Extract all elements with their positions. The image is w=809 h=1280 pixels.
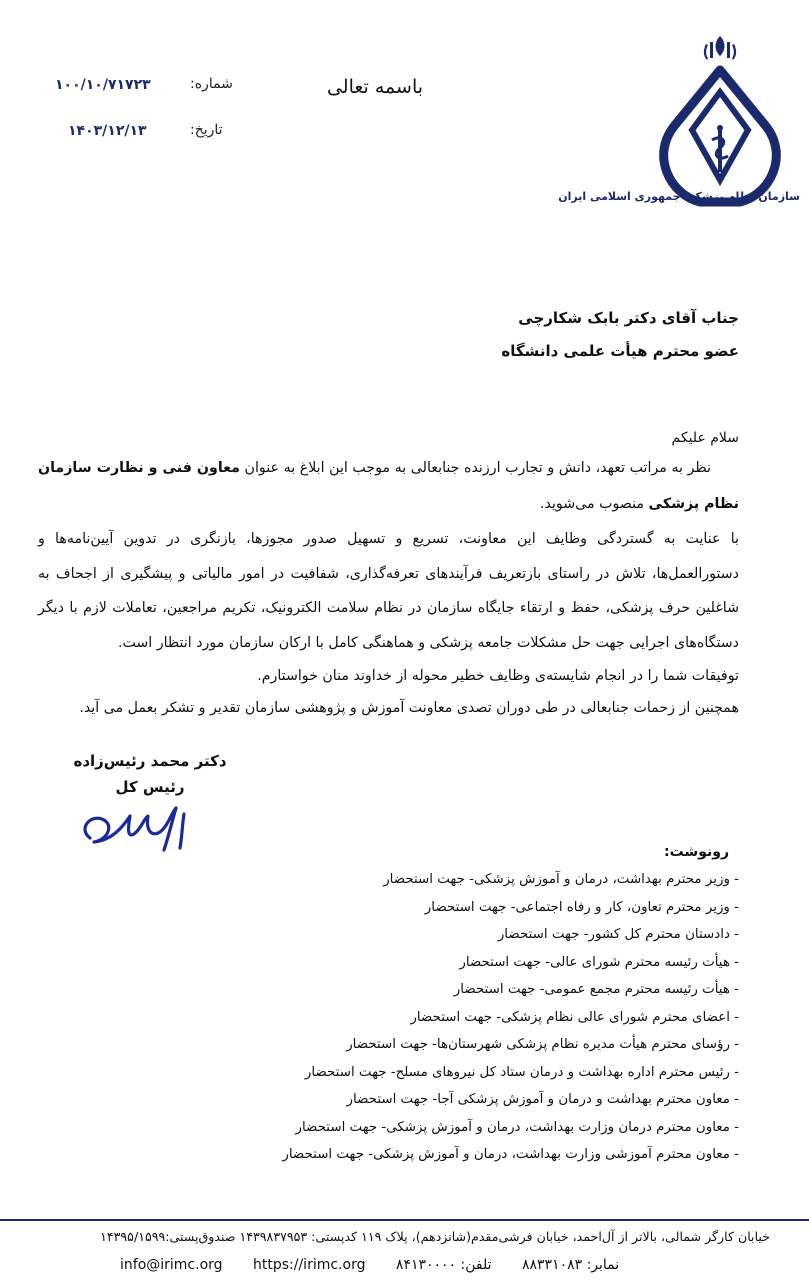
signer-title: رئیس کل bbox=[115, 778, 185, 796]
cc-item: - هیأت رئیسه محترم شورای عالی- جهت استحضار bbox=[459, 954, 739, 970]
recipient-name: جناب آقای دکتر بابک شکارچی bbox=[518, 309, 739, 327]
paragraph-3: توفیقات شما را در انجام شایسته‌ی وظایف خطیر محوله از خداوند منان خواستارم. bbox=[257, 668, 739, 684]
recipient-block bbox=[239, 302, 739, 368]
paragraph-4: همچنین از زحمات جنابعالی در طی دوران تصدی معاونت آموزش و پژوهشی سازمان تقدیر و تشکر بعمل می آید. bbox=[79, 700, 739, 716]
letter-body bbox=[38, 450, 739, 724]
cc-item: - معاون محترم آموزشی وزارت بهداشت، درمان و آموزش پزشکی- جهت استحضار bbox=[282, 1147, 739, 1162]
basmala: باسمه تعالی bbox=[326, 76, 424, 98]
footer-website[interactable]: https://irimc.org bbox=[253, 1257, 366, 1273]
footer-email[interactable]: info@irimc.org bbox=[120, 1257, 223, 1273]
cc-item: - دادستان محترم کل کشور- جهت استحضار bbox=[497, 927, 739, 942]
cc-title: رونوشت: bbox=[664, 844, 729, 860]
footer-fax: نمابر: ۸۸۳۳۱۰۸۳ bbox=[521, 1257, 620, 1273]
letter-date-value: ۱۴۰۳/۱۲/۱۳ bbox=[68, 123, 147, 139]
org-logo-text: سازمان نظام پزشکی جمهوری اسلامی ایران bbox=[558, 190, 800, 203]
cc-item: - وزیر محترم بهداشت، درمان و آموزش پزشکی- جهت استحضار bbox=[383, 872, 739, 887]
paragraph-2: با عنایت به گستردگی وظایف این معاونت، تسریع و تسهیل صدور مجوزها، بازنگری در تدوین آیین‌نامه‌ها و دستورالعمل‌ها، تلاش در راستای بازتعریف فرآیندهای تعرفه‌گذاری، شفافیت در امور مالیاتی و پیشگیری از اجحاف به شاغلین حرف پزشکی، حفظ و ارتقاء جایگاه سازمان در نظام سلامت الکترونیک، تکریم مراجعین، تعاملات لازم با دیگر دستگاه‌های اجرایی جهت حل مشکلات جامعه پزشکی و هماهنگی کامل با ارکان سازمان مورد انتظار است. bbox=[38, 531, 739, 651]
footer-phone: تلفن: ۸۴۱۳۰۰۰۰ bbox=[395, 1257, 492, 1273]
cc-item: - هیأت رئیسه محترم مجمع عمومی- جهت استحضار bbox=[453, 982, 739, 997]
signer-block bbox=[70, 748, 230, 800]
cc-item: - معاون محترم درمان وزارت بهداشت، درمان و آموزش پزشکی- جهت استحضار bbox=[295, 1119, 739, 1135]
cc-item: - رؤسای محترم هیأت مدیره نظام پزشکی شهرستان‌ها- جهت استحضار bbox=[346, 1037, 739, 1052]
cc-item: - اعضای محترم شورای عالی نظام پزشکی- جهت استحضار bbox=[410, 1009, 739, 1025]
cc-list bbox=[259, 866, 739, 1169]
letter-date-label: تاریخ: bbox=[190, 122, 223, 138]
recipient-title: عضو محترم هیأت علمی دانشگاه bbox=[501, 342, 739, 360]
letter-number-value: ۱۰۰/۱۰/۷۱۷۲۳ bbox=[55, 77, 151, 93]
greeting: سلام علیکم bbox=[671, 430, 739, 446]
paragraph-1: نظر به مراتب تعهد، دانش و تجارب ارزنده جنابعالی به موجب این ابلاغ به عنوان معاون فنی و نظارت سازمان نظام پزشکی منصوب می‌شوید. bbox=[38, 460, 739, 512]
footer-divider bbox=[0, 1219, 809, 1221]
letter-number-label: شماره: bbox=[190, 76, 233, 92]
handwritten-signature bbox=[72, 798, 222, 858]
signer-name: دکتر محمد رئیس‌زاده bbox=[73, 752, 227, 770]
appointment-title: معاون فنی و نظارت سازمان نظام پزشکی bbox=[38, 460, 739, 512]
cc-item: - رئیس محترم اداره بهداشت و درمان ستاد کل نیروهای مسلح- جهت استحضار bbox=[304, 1064, 739, 1080]
cc-item: - معاون محترم بهداشت و درمان و آموزش پزشکی آجا- جهت استحضار bbox=[346, 1092, 739, 1107]
footer-contact bbox=[120, 1257, 645, 1273]
footer-address: خیابان کارگر شمالی، بالاتر از آل‌احمد، خیابان فرشی‌مقدم(شانزدهم)، پلاک ۱۱۹ کدپستی: ۱۴۳۹۸۳۷۹۵۳ صندوق‌پستی:۱۴۳۹۵/۱۵۹۹ bbox=[100, 1229, 770, 1244]
cc-item: - وزیر محترم تعاون، کار و رفاه اجتماعی- جهت استحضار bbox=[424, 899, 739, 915]
